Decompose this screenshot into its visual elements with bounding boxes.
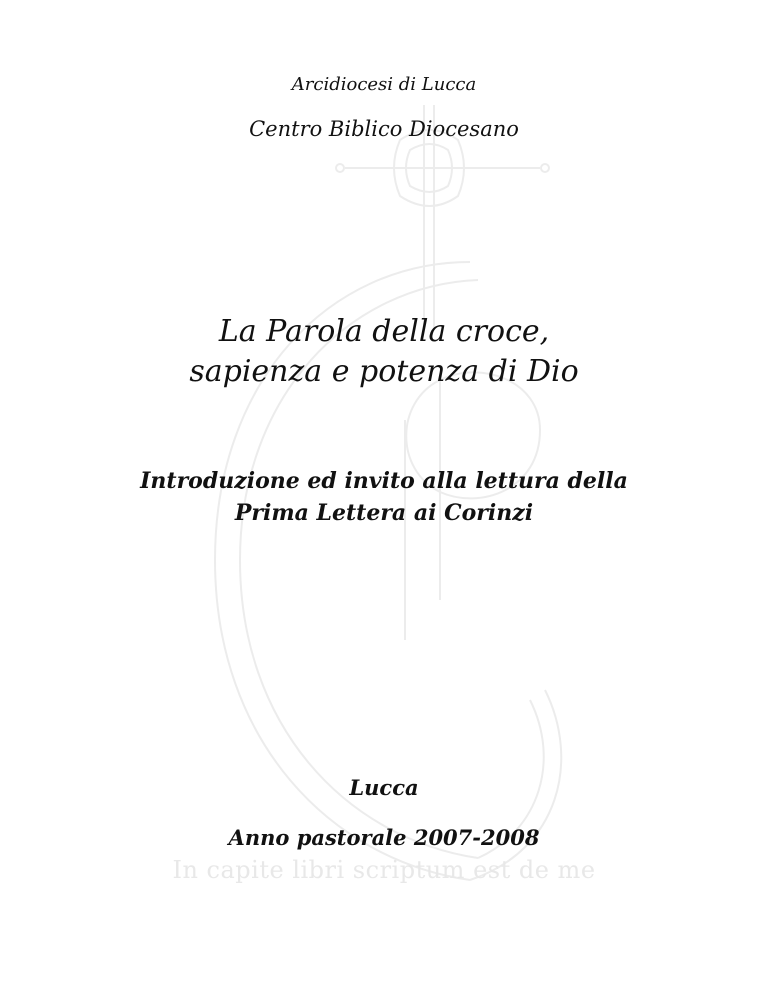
title-line-2: sapienza e potenza di Dio [189, 354, 579, 389]
subtitle-line-2: Prima Lettera ai Corinzi [234, 500, 534, 526]
organization-name: Arcidiocesi di Lucca [291, 74, 477, 95]
pastoral-year: Anno pastorale 2007-2008 [228, 825, 540, 850]
watermark-motto: In capite libri scriptum est de me [172, 856, 596, 884]
center-name: Centro Biblico Diocesano [249, 117, 519, 141]
document-subtitle [0, 465, 768, 529]
title-line-1: La Parola della croce, [218, 314, 550, 349]
publication-place: Lucca [349, 775, 419, 800]
document-title [0, 312, 768, 392]
subtitle-line-1: Introduzione ed invito alla lettura della [140, 468, 628, 494]
